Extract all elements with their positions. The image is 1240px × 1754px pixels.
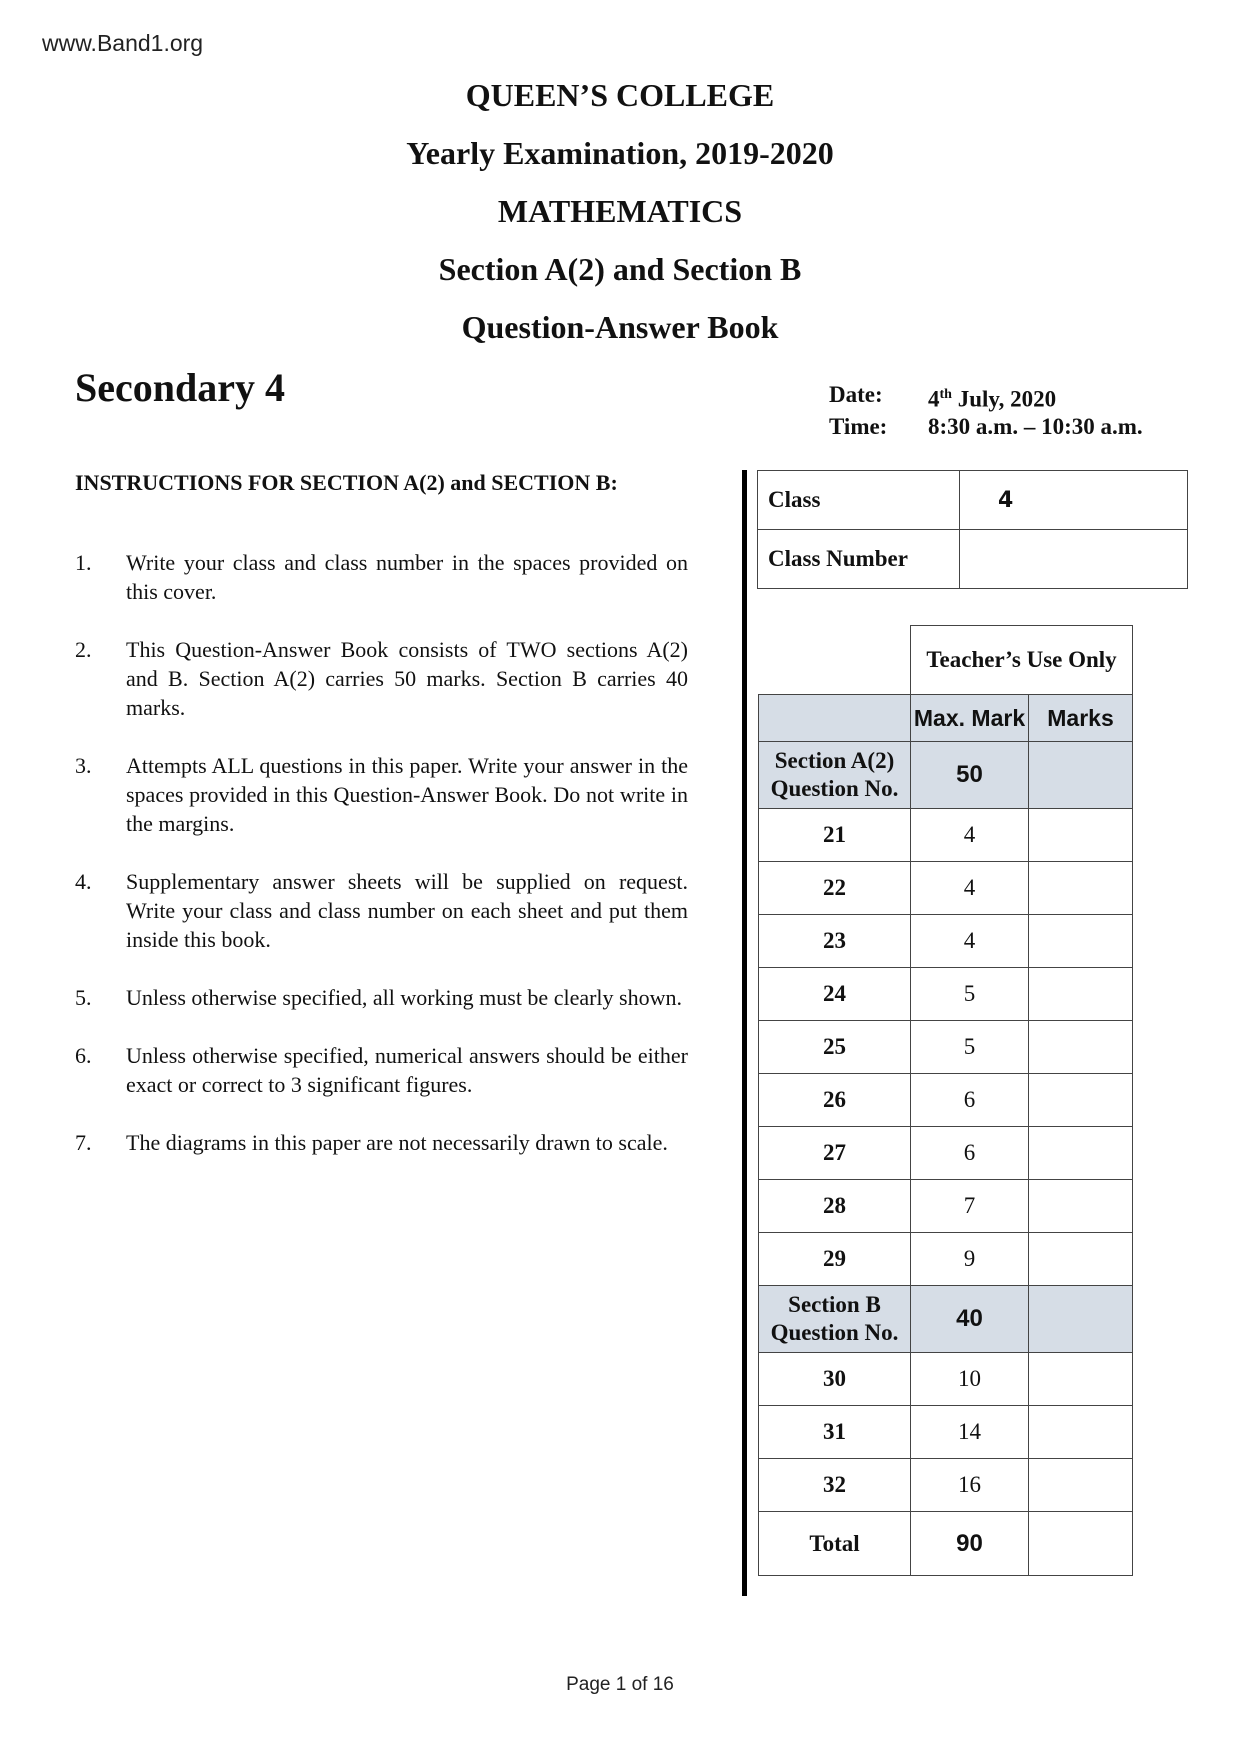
page-number: Page 1 of 16 bbox=[566, 1674, 674, 1695]
teacher-header-row bbox=[759, 626, 1133, 695]
header-blank bbox=[759, 695, 911, 742]
question-row bbox=[759, 1233, 1133, 1286]
max-mark: 16 bbox=[911, 1459, 1029, 1512]
instruction-text: The diagrams in this paper are not necessarily drawn to scale. bbox=[126, 1130, 668, 1155]
marks-table bbox=[758, 625, 1133, 1576]
marks-header: Marks bbox=[1029, 695, 1133, 742]
question-number: 31 bbox=[759, 1406, 911, 1459]
vertical-divider bbox=[742, 470, 747, 1596]
total-marks-field[interactable] bbox=[1029, 1512, 1133, 1576]
question-number: 23 bbox=[759, 915, 911, 968]
instruction-number: 6. bbox=[75, 1043, 92, 1068]
time-row bbox=[829, 411, 1143, 443]
section-b-row bbox=[759, 1286, 1133, 1353]
level-heading: Secondary 4 bbox=[75, 365, 285, 410]
sections-title: Section A(2) and Section B bbox=[438, 251, 802, 287]
question-no-label: Question No. bbox=[770, 1320, 899, 1345]
instruction-number: 5. bbox=[75, 985, 92, 1010]
instruction-number: 4. bbox=[75, 869, 92, 894]
question-number: 29 bbox=[759, 1233, 911, 1286]
max-mark: 10 bbox=[911, 1353, 1029, 1406]
time-label: Time: bbox=[829, 414, 888, 439]
class-label: Class bbox=[758, 471, 960, 530]
instruction-item bbox=[75, 1128, 688, 1157]
section-a-row bbox=[759, 742, 1133, 809]
instruction-text: Attempts ALL questions in this paper. Write your answer in the spaces provided in this Question-Answer Book. Do not write in the margins. bbox=[126, 753, 688, 836]
question-row bbox=[759, 1074, 1133, 1127]
max-mark: 14 bbox=[911, 1406, 1029, 1459]
question-row bbox=[759, 1406, 1133, 1459]
max-mark-header: Max. Mark bbox=[911, 695, 1029, 742]
school-name: QUEEN’S COLLEGE bbox=[465, 77, 775, 113]
exam-title: Yearly Examination, 2019-2020 bbox=[406, 135, 834, 171]
date-day: 4 bbox=[928, 386, 940, 412]
marks-field[interactable] bbox=[1029, 915, 1133, 968]
question-number: 28 bbox=[759, 1180, 911, 1233]
section-a-label bbox=[759, 742, 911, 809]
marks-field[interactable] bbox=[1029, 1180, 1133, 1233]
marks-field[interactable] bbox=[1029, 1233, 1133, 1286]
marks-field[interactable] bbox=[1029, 1127, 1133, 1180]
marks-field[interactable] bbox=[1029, 1074, 1133, 1127]
question-number: 26 bbox=[759, 1074, 911, 1127]
instructions-heading: INSTRUCTIONS FOR SECTION A(2) and SECTION B: bbox=[75, 470, 618, 495]
schedule bbox=[829, 379, 1143, 443]
instruction-item bbox=[75, 983, 688, 1012]
instruction-number: 1. bbox=[75, 550, 92, 575]
max-mark: 5 bbox=[911, 968, 1029, 1021]
marks-field[interactable] bbox=[1029, 968, 1133, 1021]
class-number-row bbox=[758, 530, 1188, 589]
max-mark: 6 bbox=[911, 1074, 1029, 1127]
section-a-marks[interactable] bbox=[1029, 742, 1133, 809]
max-mark: 6 bbox=[911, 1127, 1029, 1180]
subject-title: MATHEMATICS bbox=[497, 193, 743, 229]
question-number: 25 bbox=[759, 1021, 911, 1074]
max-mark: 4 bbox=[911, 809, 1029, 862]
instruction-text: Write your class and class number in the spaces provided on this cover. bbox=[126, 550, 688, 604]
watermark: www.Band1.org bbox=[42, 30, 204, 56]
date-suffix: th bbox=[939, 387, 952, 402]
max-mark: 4 bbox=[911, 862, 1029, 915]
instruction-number: 7. bbox=[75, 1130, 92, 1155]
section-b-marks[interactable] bbox=[1029, 1286, 1133, 1353]
time-value: 8:30 a.m. – 10:30 a.m. bbox=[928, 414, 1143, 439]
question-no-label: Question No. bbox=[770, 776, 899, 801]
class-field[interactable]: 4 bbox=[960, 471, 1188, 530]
question-row bbox=[759, 1180, 1133, 1233]
teacher-use-heading: Teacher’s Use Only bbox=[911, 626, 1133, 695]
marks-field[interactable] bbox=[1029, 1353, 1133, 1406]
section-a-title: Section A(2) bbox=[774, 748, 895, 773]
section-b-max: 40 bbox=[911, 1286, 1029, 1353]
total-label: Total bbox=[759, 1512, 911, 1576]
class-number-field[interactable] bbox=[960, 530, 1188, 589]
instruction-item bbox=[75, 548, 688, 606]
instruction-number: 2. bbox=[75, 637, 92, 662]
instruction-item bbox=[75, 1041, 688, 1099]
column-header-row bbox=[759, 695, 1133, 742]
question-row bbox=[759, 1021, 1133, 1074]
title-block bbox=[0, 72, 1240, 362]
question-number: 30 bbox=[759, 1353, 911, 1406]
instruction-text: Supplementary answer sheets will be supplied on request. Write your class and class number on each sheet and put them inside this book. bbox=[126, 869, 688, 952]
question-row bbox=[759, 1353, 1133, 1406]
blank-cell bbox=[759, 626, 911, 695]
class-row bbox=[758, 471, 1188, 530]
date-rest: July, 2020 bbox=[951, 386, 1057, 412]
total-max: 90 bbox=[911, 1512, 1029, 1576]
question-number: 22 bbox=[759, 862, 911, 915]
max-mark: 7 bbox=[911, 1180, 1029, 1233]
instruction-text: Unless otherwise specified, all working must be clearly shown. bbox=[126, 985, 682, 1010]
date-label: Date: bbox=[829, 382, 883, 407]
marks-field[interactable] bbox=[1029, 1406, 1133, 1459]
question-number: 27 bbox=[759, 1127, 911, 1180]
marks-field[interactable] bbox=[1029, 862, 1133, 915]
question-number: 24 bbox=[759, 968, 911, 1021]
question-row bbox=[759, 1127, 1133, 1180]
book-title: Question-Answer Book bbox=[461, 309, 779, 345]
marks-field[interactable] bbox=[1029, 1459, 1133, 1512]
instruction-item bbox=[75, 635, 688, 722]
max-mark: 9 bbox=[911, 1233, 1029, 1286]
instruction-item bbox=[75, 751, 688, 838]
instructions-list bbox=[75, 548, 688, 1186]
section-a-max: 50 bbox=[911, 742, 1029, 809]
total-row bbox=[759, 1512, 1133, 1576]
date-value bbox=[928, 379, 1056, 411]
question-number: 21 bbox=[759, 809, 911, 862]
max-mark: 5 bbox=[911, 1021, 1029, 1074]
class-number-label: Class Number bbox=[758, 530, 960, 589]
marks-field[interactable] bbox=[1029, 1021, 1133, 1074]
question-row bbox=[759, 809, 1133, 862]
question-row bbox=[759, 968, 1133, 1021]
marks-field[interactable] bbox=[1029, 809, 1133, 862]
class-info-table bbox=[757, 470, 1188, 589]
question-row bbox=[759, 862, 1133, 915]
question-number: 32 bbox=[759, 1459, 911, 1512]
instruction-text: This Question-Answer Book consists of TWO sections A(2) and B. Section A(2) carries 50 marks. Section B carries 40 marks. bbox=[126, 637, 688, 720]
question-row bbox=[759, 915, 1133, 968]
section-b-title: Section B bbox=[788, 1292, 881, 1317]
max-mark: 4 bbox=[911, 915, 1029, 968]
question-row bbox=[759, 1459, 1133, 1512]
instruction-item bbox=[75, 867, 688, 954]
instruction-number: 3. bbox=[75, 753, 92, 778]
instruction-text: Unless otherwise specified, numerical answers should be either exact or correct to 3 significant figures. bbox=[126, 1043, 688, 1097]
date-row bbox=[829, 379, 1143, 411]
section-b-label bbox=[759, 1286, 911, 1353]
